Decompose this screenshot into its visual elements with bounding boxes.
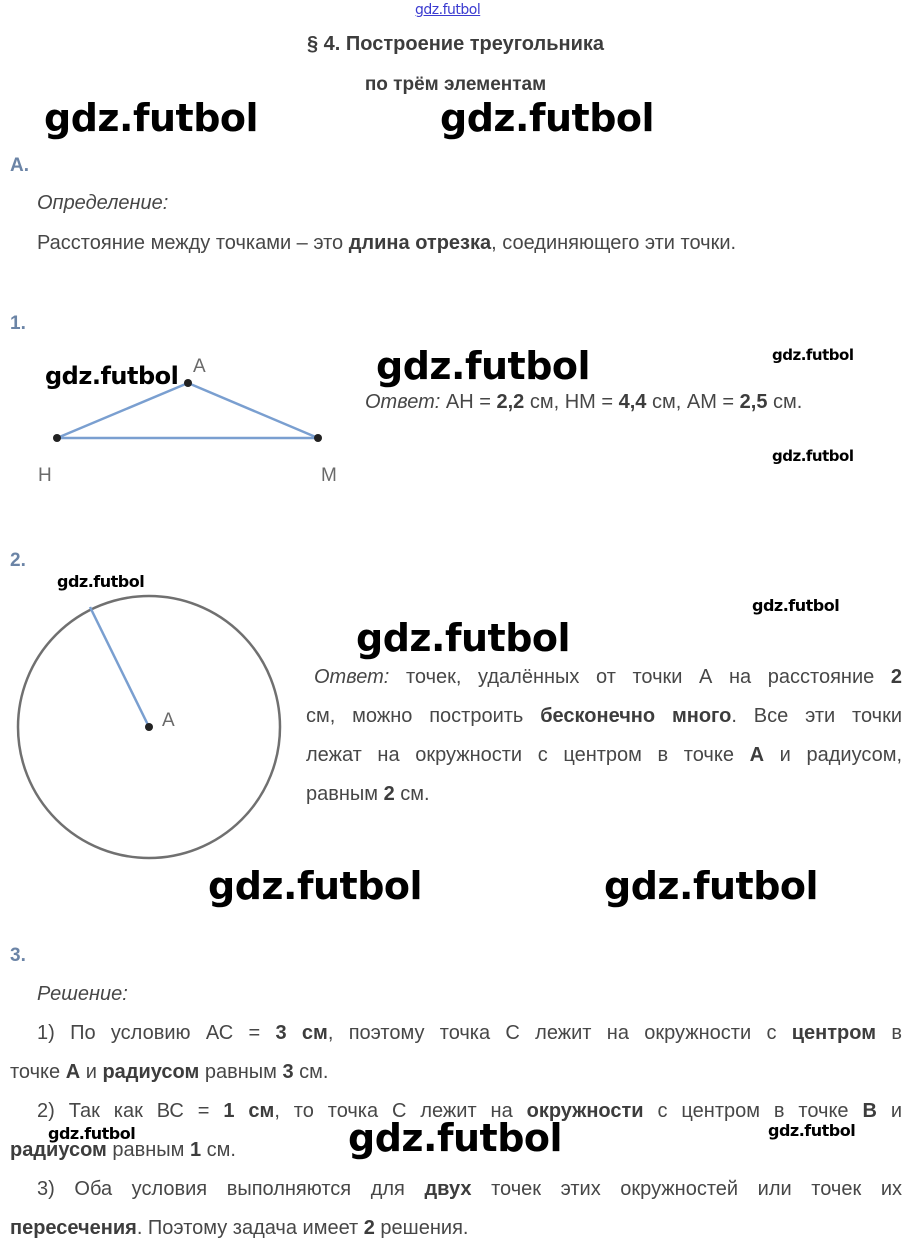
text-run: равным [199,1061,283,1083]
answer-line [306,658,902,697]
text-run: 2) Так как ВС = [37,1100,224,1122]
point-h [53,434,61,442]
text-run: решения. [374,1217,469,1239]
definition-text-end: , соединяющего эти точки. [491,232,737,254]
bold-text: 3 см [275,1022,328,1044]
text-run: см. [394,783,430,805]
center-point [145,723,153,731]
page-title: § 4. Построение треугольника [306,33,605,55]
text-run: и радиусом, [764,744,903,766]
watermark: gdz.futbol [348,1116,563,1160]
text-run: , поэтому точка С лежит на окружности с [327,1022,792,1044]
solution-line [10,1209,902,1248]
watermark: gdz.futbol [376,344,591,388]
bold-text: 1 см [223,1100,275,1122]
bold-text: центром [791,1022,877,1044]
text-run: см. [767,391,803,413]
text-run: см, AM = [646,391,740,413]
text-run: точек, удалённых от точки А на расстояние [389,666,891,688]
point-m-label: M [321,465,337,486]
solution-line [10,1053,902,1092]
bold-text: 1 [189,1139,202,1161]
bold-text: 4,4 [618,391,647,413]
triangle-figure [0,340,360,460]
text-run: с центром в точке [643,1100,863,1122]
answer-label: Ответ: [314,666,390,688]
point-a-label: A [193,356,206,377]
task3-label: 3. [10,945,26,966]
solution-line [10,1014,902,1053]
answer-parts [440,391,802,413]
watermark-top[interactable]: gdz.futbol [415,2,481,18]
watermark: gdz.futbol [768,1121,856,1140]
bold-text: 2 [890,666,902,688]
bold-text: окружности [526,1100,644,1122]
text-run: см, HM = [524,391,619,413]
page-subtitle: по трём элементам [364,74,547,95]
radius-segment [90,607,149,727]
point-a [184,379,192,387]
text-run: . Поэтому задача имеет [136,1217,364,1239]
text-run: лежат на окружности с центром в точке [306,744,750,766]
circle-figure [0,580,300,870]
watermark: gdz.futbol [48,1124,136,1143]
text-run: и [80,1061,103,1083]
bold-text: бесконечно много [540,705,732,727]
task2-answer [306,658,902,814]
triangle-sides [57,383,318,438]
bold-text: А [749,744,765,766]
text-run: см. [201,1139,236,1161]
point-m [314,434,322,442]
text-run: см, можно построить [306,705,541,727]
definition-text [37,223,736,263]
text-run: точке [10,1061,66,1083]
definition-label: Определение: [37,192,169,214]
bold-text: В [862,1100,877,1122]
watermark: gdz.futbol [356,616,571,660]
answer-line [306,697,902,736]
watermark: gdz.futbol [752,596,840,615]
text-run: равным [106,1139,190,1161]
answer-line [306,736,902,775]
bold-text: А [65,1061,81,1083]
text-run: . Все эти точки [731,705,902,727]
definition-text-start: Расстояние между точками – это [37,232,349,254]
task1-answer [365,382,802,422]
bold-text: 2 [363,1217,375,1239]
text-run: 3) Оба условия выполняются для [37,1178,425,1200]
task1-label: 1. [10,313,26,334]
bold-text: радиусом [102,1061,200,1083]
text-run: см. [293,1061,329,1083]
bold-text: 2,5 [739,391,768,413]
solution-label: Решение: [37,983,128,1005]
task2-label: 2. [10,550,26,571]
watermark: gdz.futbol [208,864,423,908]
watermark: gdz.futbol [45,362,179,390]
text-run: AH = [440,391,497,413]
watermark: gdz.futbol [440,96,655,140]
text-run: в [876,1022,902,1044]
answer-line-text [389,666,902,688]
answer-label: Ответ: [365,391,441,413]
answer-line [306,775,902,814]
watermark: gdz.futbol [604,864,819,908]
watermark: gdz.futbol [57,572,145,591]
bold-text: пересечения [10,1217,137,1239]
bold-text: двух [424,1178,472,1200]
bold-text: 2 [383,783,395,805]
point-h-label: H [38,465,52,486]
bold-text: 3 [282,1061,294,1083]
solution-line [10,1170,902,1209]
watermark: gdz.futbol [772,447,854,465]
text-run: 1) По условию АС = [37,1022,276,1044]
watermark: gdz.futbol [44,96,259,140]
bold-text: радиусом [10,1139,107,1161]
text-run: , то точка С лежит на [274,1100,527,1122]
section-a-label: A. [10,155,29,176]
text-run: и [876,1100,902,1122]
text-run: равным [306,783,384,805]
center-label: A [162,710,175,731]
text-run: точек этих окружностей или точек их [471,1178,902,1200]
definition-term: длина отрезка [348,232,492,254]
watermark: gdz.futbol [772,346,854,364]
bold-text: 2,2 [496,391,525,413]
